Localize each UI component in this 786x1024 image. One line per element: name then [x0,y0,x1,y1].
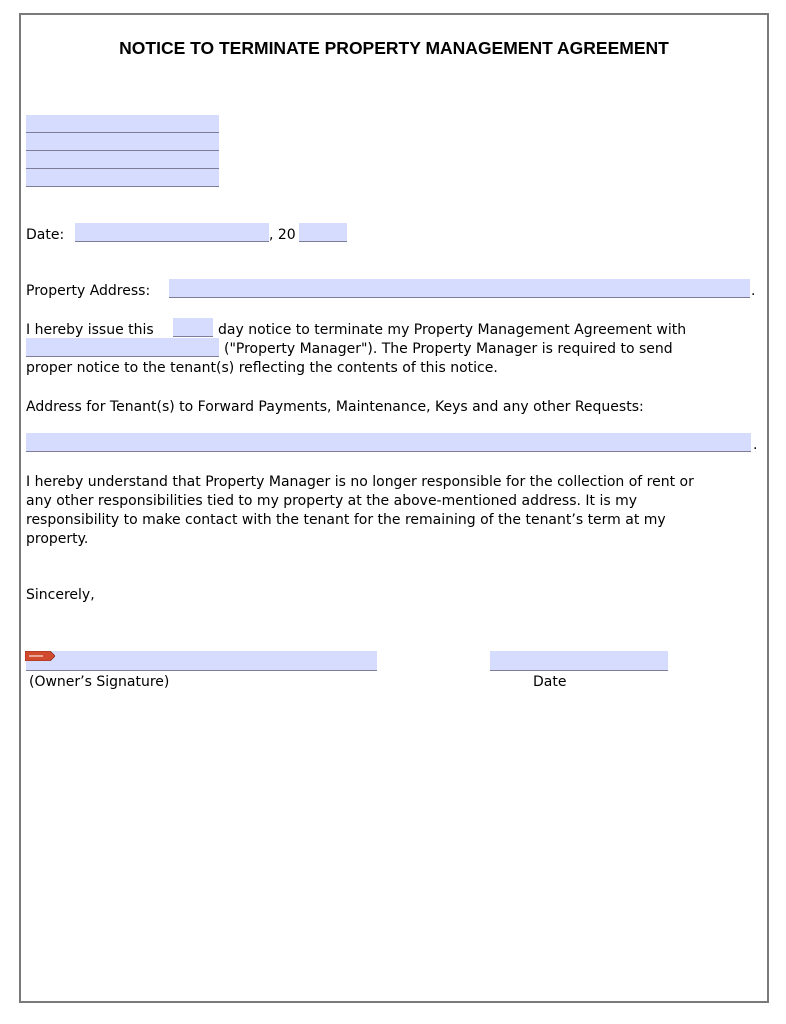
sign-here-flag-icon [25,651,55,661]
owner-address-line-3[interactable] [26,151,219,169]
page-title: NOTICE TO TERMINATE PROPERTY MANAGEMENT AGREEMENT [119,38,669,58]
owner-address-line-2[interactable] [26,133,219,151]
notice-days-field[interactable] [173,318,213,337]
issue-suffix-text: day notice to terminate my Property Management Agreement with [218,322,687,338]
property-address-field[interactable] [169,279,750,298]
owner-signature-field[interactable] [26,651,377,671]
notice-line-text: proper notice to the tenant(s) reflecting the contents of this notice. [26,360,498,376]
property-address-period: . [751,283,756,299]
property-manager-name-field[interactable] [26,338,219,357]
date-field[interactable] [75,223,269,242]
issue-prefix-text: I hereby issue this [26,322,154,338]
date-label: Date: [26,227,65,243]
document-page [19,13,769,1003]
year-prefix: , 20 [269,227,296,243]
owner-address-line-4[interactable] [26,169,219,187]
owner-address-line-1[interactable] [26,115,219,133]
year-field[interactable] [299,223,347,242]
forward-address-period: . [753,437,758,453]
closing-text: Sincerely, [26,587,95,603]
forward-address-label: Address for Tenant(s) to Forward Payments, Maintenance, Keys and any other Requests: [26,399,644,415]
understand-line-1: I hereby understand that Property Manager is no longer responsible for the collection of rent or [26,474,694,490]
understand-line-2: any other responsibilities tied to my property at the above-mentioned address. It is my [26,493,638,509]
date-caption: Date [533,674,567,690]
property-address-label: Property Address: [26,283,151,299]
understand-line-4: property. [26,531,89,547]
owner-signature-caption: (Owner’s Signature) [29,674,170,690]
understand-line-3: responsibility to make contact with the tenant for the remaining of the tenant’s term at my [26,512,666,528]
signature-date-field[interactable] [490,651,668,671]
manager-suffix-text: ("Property Manager"). The Property Manager is required to send [224,341,673,357]
forward-address-field[interactable] [26,433,751,452]
